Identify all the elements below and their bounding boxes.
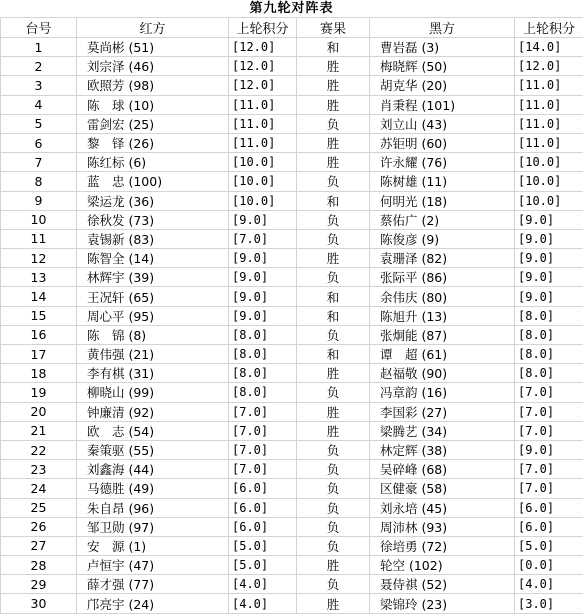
red-score-cell: [9.0] bbox=[229, 268, 297, 287]
red-player-cell: 秦策驱 (55) bbox=[77, 440, 229, 459]
table-row bbox=[1, 479, 583, 498]
red-player-cell: 柳晓山 (99) bbox=[77, 383, 229, 402]
black-score-cell: [9.0] bbox=[515, 210, 583, 229]
red-player-cell: 蓝 忠 (100) bbox=[77, 172, 229, 191]
black-player-cell: 曹岩磊 (3) bbox=[370, 38, 515, 57]
table-row bbox=[1, 556, 583, 575]
black-score-cell: [11.0] bbox=[515, 114, 583, 133]
result-cell: 和 bbox=[297, 287, 370, 306]
black-player-cell: 许永耀 (76) bbox=[370, 153, 515, 172]
red-player-cell: 卢恒宇 (47) bbox=[77, 556, 229, 575]
black-score-cell: [9.0] bbox=[515, 249, 583, 268]
header-table-no: 台号 bbox=[1, 18, 77, 38]
header-black-score: 上轮积分 bbox=[515, 18, 583, 38]
red-score-cell: [7.0] bbox=[229, 402, 297, 421]
table-row bbox=[1, 364, 583, 383]
result-cell: 负 bbox=[297, 229, 370, 248]
result-cell: 胜 bbox=[297, 95, 370, 114]
red-score-cell: [9.0] bbox=[229, 210, 297, 229]
table-no-cell: 24 bbox=[1, 479, 77, 498]
black-player-cell: 张际平 (86) bbox=[370, 268, 515, 287]
table-no-cell: 8 bbox=[1, 172, 77, 191]
red-score-cell: [9.0] bbox=[229, 287, 297, 306]
black-player-cell: 苏钜明 (60) bbox=[370, 133, 515, 152]
black-score-cell: [11.0] bbox=[515, 95, 583, 114]
table-row bbox=[1, 191, 583, 210]
black-player-cell: 何明光 (18) bbox=[370, 191, 515, 210]
red-player-cell: 薛才强 (77) bbox=[77, 575, 229, 594]
table-row bbox=[1, 517, 583, 536]
red-score-cell: [10.0] bbox=[229, 172, 297, 191]
result-cell: 胜 bbox=[297, 57, 370, 76]
red-score-cell: [4.0] bbox=[229, 594, 297, 613]
red-score-cell: [7.0] bbox=[229, 229, 297, 248]
red-player-cell: 李有棋 (31) bbox=[77, 364, 229, 383]
table-no-cell: 30 bbox=[1, 594, 77, 613]
table-no-cell: 23 bbox=[1, 460, 77, 479]
red-player-cell: 雷剑宏 (25) bbox=[77, 114, 229, 133]
black-player-cell: 肖秉程 (101) bbox=[370, 95, 515, 114]
red-score-cell: [11.0] bbox=[229, 133, 297, 152]
table-row bbox=[1, 172, 583, 191]
black-score-cell: [6.0] bbox=[515, 517, 583, 536]
red-score-cell: [6.0] bbox=[229, 517, 297, 536]
black-player-cell: 袁珊泽 (82) bbox=[370, 249, 515, 268]
black-score-cell: [4.0] bbox=[515, 575, 583, 594]
table-no-cell: 12 bbox=[1, 249, 77, 268]
red-player-cell: 欧 志 (54) bbox=[77, 421, 229, 440]
red-score-cell: [6.0] bbox=[229, 498, 297, 517]
table-row bbox=[1, 383, 583, 402]
table-row bbox=[1, 268, 583, 287]
table-row bbox=[1, 594, 583, 613]
black-player-cell: 李国彩 (27) bbox=[370, 402, 515, 421]
table-row bbox=[1, 402, 583, 421]
black-score-cell: [7.0] bbox=[515, 383, 583, 402]
table-no-cell: 19 bbox=[1, 383, 77, 402]
table-row bbox=[1, 325, 583, 344]
header-result: 赛果 bbox=[297, 18, 370, 38]
table-no-cell: 22 bbox=[1, 440, 77, 459]
table-no-cell: 11 bbox=[1, 229, 77, 248]
black-player-cell: 徐培勇 (72) bbox=[370, 536, 515, 555]
result-cell: 胜 bbox=[297, 249, 370, 268]
black-player-cell: 刘永培 (45) bbox=[370, 498, 515, 517]
table-no-cell: 4 bbox=[1, 95, 77, 114]
header-row bbox=[1, 18, 583, 38]
table-row bbox=[1, 460, 583, 479]
table-no-cell: 27 bbox=[1, 536, 77, 555]
red-score-cell: [11.0] bbox=[229, 95, 297, 114]
black-score-cell: [5.0] bbox=[515, 536, 583, 555]
header-red: 红方 bbox=[77, 18, 229, 38]
red-player-cell: 莫尚彬 (51) bbox=[77, 38, 229, 57]
table-row bbox=[1, 114, 583, 133]
red-player-cell: 陈红标 (6) bbox=[77, 153, 229, 172]
black-score-cell: [6.0] bbox=[515, 498, 583, 517]
red-player-cell: 邹卫勋 (97) bbox=[77, 517, 229, 536]
red-score-cell: [6.0] bbox=[229, 479, 297, 498]
table-no-cell: 26 bbox=[1, 517, 77, 536]
black-player-cell: 陈旭升 (13) bbox=[370, 306, 515, 325]
red-player-cell: 朱自昂 (96) bbox=[77, 498, 229, 517]
red-score-cell: [7.0] bbox=[229, 440, 297, 459]
table-row bbox=[1, 575, 583, 594]
black-player-cell: 赵福敬 (90) bbox=[370, 364, 515, 383]
table-row bbox=[1, 421, 583, 440]
table-row bbox=[1, 536, 583, 555]
table-no-cell: 7 bbox=[1, 153, 77, 172]
black-score-cell: [10.0] bbox=[515, 191, 583, 210]
black-player-cell: 梅晓辉 (50) bbox=[370, 57, 515, 76]
pairing-table bbox=[0, 17, 583, 614]
black-score-cell: [8.0] bbox=[515, 364, 583, 383]
black-score-cell: [11.0] bbox=[515, 133, 583, 152]
table-no-cell: 28 bbox=[1, 556, 77, 575]
table-no-cell: 3 bbox=[1, 76, 77, 95]
red-score-cell: [12.0] bbox=[229, 57, 297, 76]
red-score-cell: [5.0] bbox=[229, 556, 297, 575]
red-score-cell: [5.0] bbox=[229, 536, 297, 555]
red-score-cell: [8.0] bbox=[229, 383, 297, 402]
black-player-cell: 梁锦玲 (23) bbox=[370, 594, 515, 613]
red-score-cell: [9.0] bbox=[229, 249, 297, 268]
red-score-cell: [4.0] bbox=[229, 575, 297, 594]
red-player-cell: 梁运龙 (36) bbox=[77, 191, 229, 210]
red-score-cell: [9.0] bbox=[229, 306, 297, 325]
black-player-cell: 余伟庆 (80) bbox=[370, 287, 515, 306]
table-no-cell: 29 bbox=[1, 575, 77, 594]
black-score-cell: [7.0] bbox=[515, 421, 583, 440]
table-no-cell: 18 bbox=[1, 364, 77, 383]
red-player-cell: 刘宗泽 (46) bbox=[77, 57, 229, 76]
result-cell: 负 bbox=[297, 479, 370, 498]
red-player-cell: 钟廉清 (92) bbox=[77, 402, 229, 421]
black-score-cell: [3.0] bbox=[515, 594, 583, 613]
result-cell: 胜 bbox=[297, 364, 370, 383]
black-player-cell: 胡克华 (20) bbox=[370, 76, 515, 95]
red-player-cell: 邝亮宇 (24) bbox=[77, 594, 229, 613]
red-score-cell: [11.0] bbox=[229, 114, 297, 133]
result-cell: 和 bbox=[297, 306, 370, 325]
red-score-cell: [10.0] bbox=[229, 191, 297, 210]
table-row bbox=[1, 440, 583, 459]
black-score-cell: [10.0] bbox=[515, 153, 583, 172]
table-row bbox=[1, 153, 583, 172]
red-player-cell: 周心平 (95) bbox=[77, 306, 229, 325]
header-red-score: 上轮积分 bbox=[229, 18, 297, 38]
result-cell: 和 bbox=[297, 191, 370, 210]
result-cell: 胜 bbox=[297, 402, 370, 421]
result-cell: 和 bbox=[297, 345, 370, 364]
table-no-cell: 25 bbox=[1, 498, 77, 517]
result-cell: 胜 bbox=[297, 556, 370, 575]
result-cell: 胜 bbox=[297, 76, 370, 95]
result-cell: 负 bbox=[297, 210, 370, 229]
red-player-cell: 马德胜 (49) bbox=[77, 479, 229, 498]
table-no-cell: 13 bbox=[1, 268, 77, 287]
black-score-cell: [0.0] bbox=[515, 556, 583, 575]
table-row bbox=[1, 95, 583, 114]
red-player-cell: 黄伟强 (21) bbox=[77, 345, 229, 364]
red-player-cell: 陈 锦 (8) bbox=[77, 325, 229, 344]
table-row bbox=[1, 133, 583, 152]
black-player-cell: 轮空 (102) bbox=[370, 556, 515, 575]
black-score-cell: [14.0] bbox=[515, 38, 583, 57]
table-no-cell: 20 bbox=[1, 402, 77, 421]
result-cell: 和 bbox=[297, 38, 370, 57]
black-score-cell: [11.0] bbox=[515, 76, 583, 95]
red-player-cell: 安 源 (1) bbox=[77, 536, 229, 555]
red-player-cell: 刘鑫海 (44) bbox=[77, 460, 229, 479]
black-player-cell: 周沛林 (93) bbox=[370, 517, 515, 536]
table-no-cell: 6 bbox=[1, 133, 77, 152]
black-score-cell: [9.0] bbox=[515, 268, 583, 287]
black-player-cell: 区健豪 (58) bbox=[370, 479, 515, 498]
table-no-cell: 1 bbox=[1, 38, 77, 57]
red-player-cell: 陈 球 (10) bbox=[77, 95, 229, 114]
result-cell: 负 bbox=[297, 498, 370, 517]
black-score-cell: [7.0] bbox=[515, 402, 583, 421]
black-player-cell: 林定辉 (38) bbox=[370, 440, 515, 459]
table-row bbox=[1, 210, 583, 229]
black-player-cell: 梁腾艺 (34) bbox=[370, 421, 515, 440]
table-no-cell: 15 bbox=[1, 306, 77, 325]
table-row bbox=[1, 306, 583, 325]
black-player-cell: 陈树雄 (11) bbox=[370, 172, 515, 191]
result-cell: 胜 bbox=[297, 421, 370, 440]
table-row bbox=[1, 76, 583, 95]
result-cell: 负 bbox=[297, 575, 370, 594]
red-score-cell: [8.0] bbox=[229, 345, 297, 364]
table-row bbox=[1, 345, 583, 364]
black-score-cell: [9.0] bbox=[515, 229, 583, 248]
table-no-cell: 21 bbox=[1, 421, 77, 440]
black-player-cell: 聂侍祺 (52) bbox=[370, 575, 515, 594]
red-score-cell: [12.0] bbox=[229, 38, 297, 57]
red-score-cell: [8.0] bbox=[229, 364, 297, 383]
table-no-cell: 9 bbox=[1, 191, 77, 210]
red-player-cell: 徐秋发 (73) bbox=[77, 210, 229, 229]
result-cell: 负 bbox=[297, 536, 370, 555]
black-player-cell: 谭 超 (61) bbox=[370, 345, 515, 364]
black-score-cell: [8.0] bbox=[515, 306, 583, 325]
result-cell: 胜 bbox=[297, 153, 370, 172]
black-player-cell: 刘立山 (43) bbox=[370, 114, 515, 133]
red-player-cell: 欧照芳 (98) bbox=[77, 76, 229, 95]
red-score-cell: [7.0] bbox=[229, 460, 297, 479]
result-cell: 负 bbox=[297, 114, 370, 133]
table-no-cell: 5 bbox=[1, 114, 77, 133]
red-player-cell: 陈智全 (14) bbox=[77, 249, 229, 268]
red-score-cell: [8.0] bbox=[229, 325, 297, 344]
table-no-cell: 14 bbox=[1, 287, 77, 306]
red-score-cell: [7.0] bbox=[229, 421, 297, 440]
black-player-cell: 冯章韵 (16) bbox=[370, 383, 515, 402]
black-score-cell: [8.0] bbox=[515, 345, 583, 364]
red-player-cell: 王况轩 (65) bbox=[77, 287, 229, 306]
table-no-cell: 10 bbox=[1, 210, 77, 229]
sheet-title: 第九轮对阵表 bbox=[0, 0, 583, 17]
table-row bbox=[1, 38, 583, 57]
red-player-cell: 林辉宇 (39) bbox=[77, 268, 229, 287]
result-cell: 负 bbox=[297, 440, 370, 459]
black-player-cell: 张炯能 (87) bbox=[370, 325, 515, 344]
red-player-cell: 黎 铎 (26) bbox=[77, 133, 229, 152]
table-row bbox=[1, 287, 583, 306]
table-row bbox=[1, 498, 583, 517]
red-score-cell: [12.0] bbox=[229, 76, 297, 95]
result-cell: 负 bbox=[297, 268, 370, 287]
table-no-cell: 16 bbox=[1, 325, 77, 344]
black-score-cell: [9.0] bbox=[515, 440, 583, 459]
table-row bbox=[1, 57, 583, 76]
table-no-cell: 17 bbox=[1, 345, 77, 364]
result-cell: 负 bbox=[297, 517, 370, 536]
result-cell: 负 bbox=[297, 383, 370, 402]
black-player-cell: 陈俊彦 (9) bbox=[370, 229, 515, 248]
red-score-cell: [10.0] bbox=[229, 153, 297, 172]
result-cell: 负 bbox=[297, 460, 370, 479]
black-score-cell: [7.0] bbox=[515, 479, 583, 498]
black-score-cell: [8.0] bbox=[515, 325, 583, 344]
table-row bbox=[1, 229, 583, 248]
table-no-cell: 2 bbox=[1, 57, 77, 76]
header-black: 黑方 bbox=[370, 18, 515, 38]
result-cell: 负 bbox=[297, 172, 370, 191]
black-player-cell: 吴碎峰 (68) bbox=[370, 460, 515, 479]
black-score-cell: [7.0] bbox=[515, 460, 583, 479]
black-score-cell: [9.0] bbox=[515, 287, 583, 306]
result-cell: 胜 bbox=[297, 594, 370, 613]
black-score-cell: [10.0] bbox=[515, 172, 583, 191]
black-player-cell: 蔡佑广 (2) bbox=[370, 210, 515, 229]
black-score-cell: [12.0] bbox=[515, 57, 583, 76]
result-cell: 负 bbox=[297, 325, 370, 344]
result-cell: 胜 bbox=[297, 133, 370, 152]
table-row bbox=[1, 249, 583, 268]
red-player-cell: 袁锡新 (83) bbox=[77, 229, 229, 248]
